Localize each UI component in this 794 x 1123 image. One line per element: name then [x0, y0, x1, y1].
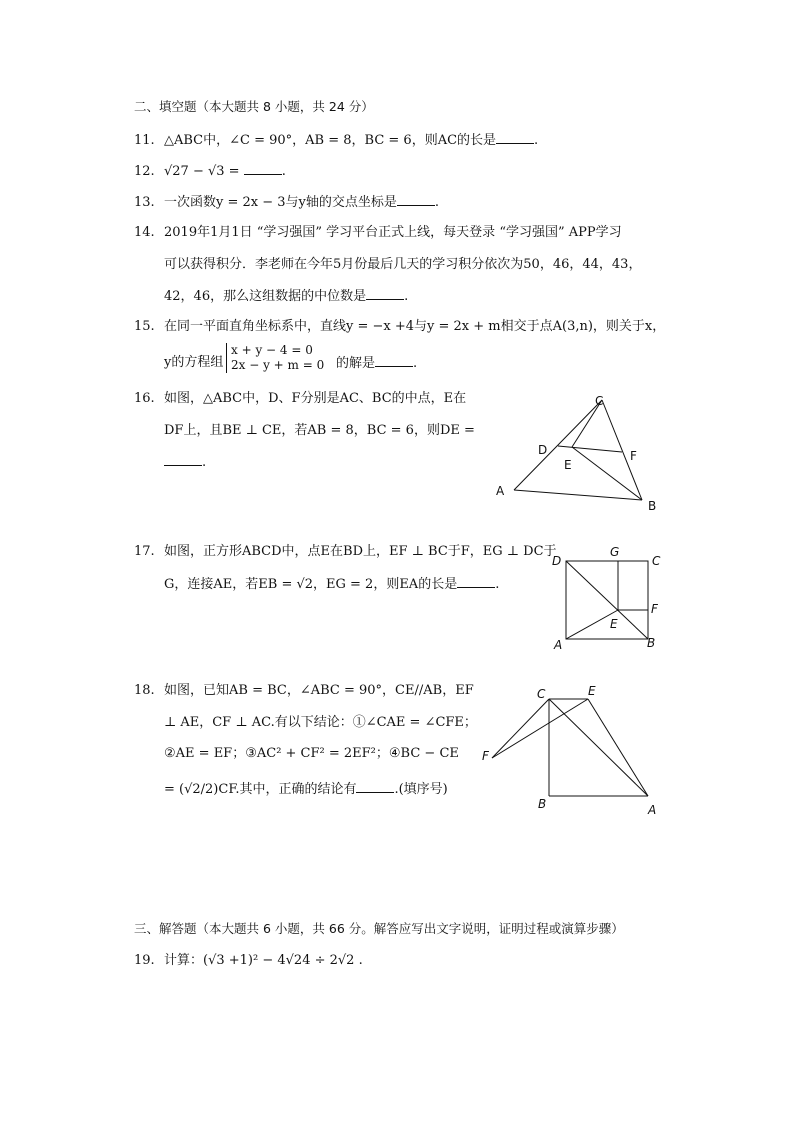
question-15-line-2: y的方程组 — [164, 355, 224, 370]
side-AB — [514, 490, 642, 500]
question-text: △ABC中，∠C = 90°，AB = 8，BC = 6，则AC的长是 — [164, 133, 497, 148]
section-3-title: 三、解答题（本大题共 6 小题，共 66 分。解答应写出文字说明，证明过程或演算步骤） — [134, 921, 624, 936]
vertex-label-D: D — [538, 443, 548, 457]
vertex-label-C: C — [595, 394, 604, 408]
vertex-label-C: C — [652, 554, 661, 568]
question-14-line-2: 可以获得积分．李老师在今年5月份最后几天的学习积分依次为50，46，44，43， — [164, 257, 642, 272]
equation-1: x + y − 4 = 0 — [231, 343, 313, 357]
point-label-F: F — [482, 749, 489, 763]
question-number: 13. — [134, 195, 155, 210]
question-number: 15. — [134, 319, 155, 334]
question-number: 11. — [134, 133, 155, 148]
question-18-line-2: ⊥ AE，CF ⊥ AC.有以下结论：①∠CAE = ∠CFE； — [164, 715, 477, 730]
equation-2: 2x − y + m = 0 — [231, 358, 325, 372]
section-2-title: 二、填空题（本大题共 8 小题，共 24 分） — [134, 99, 374, 114]
triangle-figure-16 — [490, 388, 670, 518]
question-13: 13. 一次函数y = 2x − 3与y轴的交点坐标是 . — [134, 195, 440, 210]
question-text: √27 − √3 = — [164, 164, 240, 179]
point-label-E: E — [588, 684, 596, 698]
point-label-E: E — [610, 617, 618, 631]
segment-AE — [588, 699, 648, 796]
answer-blank — [356, 780, 394, 793]
vertex-label-B: B — [538, 797, 547, 811]
question-17-line-2: G，连接AE，若EB = √2，EG = 2，则EA的长是 . — [164, 577, 500, 592]
point-label-F: F — [630, 449, 637, 463]
question-text: 计算：(√3 +1)² − 4√24 ÷ 2√2 . — [164, 953, 363, 968]
question-17-line-1: 17. 如图，正方形ABCD中，点E在BD上，EF ⊥ BC于F，EG ⊥ DC于 — [134, 544, 557, 559]
question-11: 11. △ABC中，∠C = 90°，AB = 8，BC = 6，则AC的长是 . — [134, 133, 539, 148]
answer-blank — [457, 575, 495, 588]
equation-system — [226, 343, 324, 373]
question-16-line-2: DF上，且BE ⊥ CE，若AB = 8，BC = 6，则DE = — [164, 423, 475, 438]
answer-blank — [366, 287, 404, 300]
vertex-label-B: B — [647, 636, 656, 650]
question-number: 12. — [134, 164, 155, 179]
diagonal-BD — [566, 561, 648, 639]
segment-DF — [558, 446, 622, 452]
answer-blank — [397, 193, 435, 206]
question-15-line-1: 15. 在同一平面直角坐标系中，直线y = −x +4与y = 2x + m相交于点A(3,n)，则关于x， — [134, 319, 666, 334]
question-number: 18. — [134, 683, 155, 698]
question-18-line-1: 18. 如图，已知AB = BC，∠ABC = 90°，CE//AB，EF — [134, 683, 474, 698]
question-16-line-1: 16. 如图，△ABC中，D、F分别是AC、BC的中点，E在 — [134, 391, 467, 406]
question-15-line-2-end: 的解是 . — [336, 356, 418, 371]
answer-blank — [496, 131, 534, 144]
question-number: 19. — [134, 953, 155, 968]
question-18-line-3: ②AE = EF；③AC² + CF² = 2EF²；④BC − CE — [164, 746, 459, 761]
answer-blank — [244, 162, 282, 175]
vertex-label-D: D — [552, 554, 562, 568]
question-19 — [134, 952, 363, 970]
vertex-label-A: A — [496, 484, 505, 498]
question-18-line-4: = (√2/2)CF.其中，正确的结论有 .(填序号) — [164, 782, 448, 797]
vertex-label-B: B — [648, 499, 657, 513]
question-number: 14. — [134, 225, 155, 240]
question-16-line-3: . — [164, 453, 206, 472]
side-AC — [514, 400, 602, 490]
answer-blank — [164, 453, 202, 466]
question-number: 16. — [134, 391, 155, 406]
geometry-figure-18 — [478, 680, 668, 820]
question-text: 一次函数y = 2x − 3与y轴的交点坐标是 — [164, 195, 397, 210]
answer-blank — [375, 354, 413, 367]
point-label-F: F — [651, 602, 658, 616]
point-label-G: G — [610, 545, 620, 559]
vertex-label-A: A — [554, 638, 563, 652]
question-14-line-3: 42，46，那么这组数据的中位数是 . — [164, 289, 409, 304]
question-12: 12. √27 − √3 = . — [134, 164, 286, 179]
point-label-E: E — [564, 458, 572, 472]
square-figure-17 — [545, 543, 665, 655]
question-number: 17. — [134, 544, 155, 559]
question-14-line-1: 14. 2019年1月1日 “学习强国” 学习平台正式上线，每天登录 “学习强国” APP学习 — [134, 225, 622, 240]
point-label-C: C — [537, 687, 546, 701]
vertex-label-A: A — [648, 803, 657, 817]
